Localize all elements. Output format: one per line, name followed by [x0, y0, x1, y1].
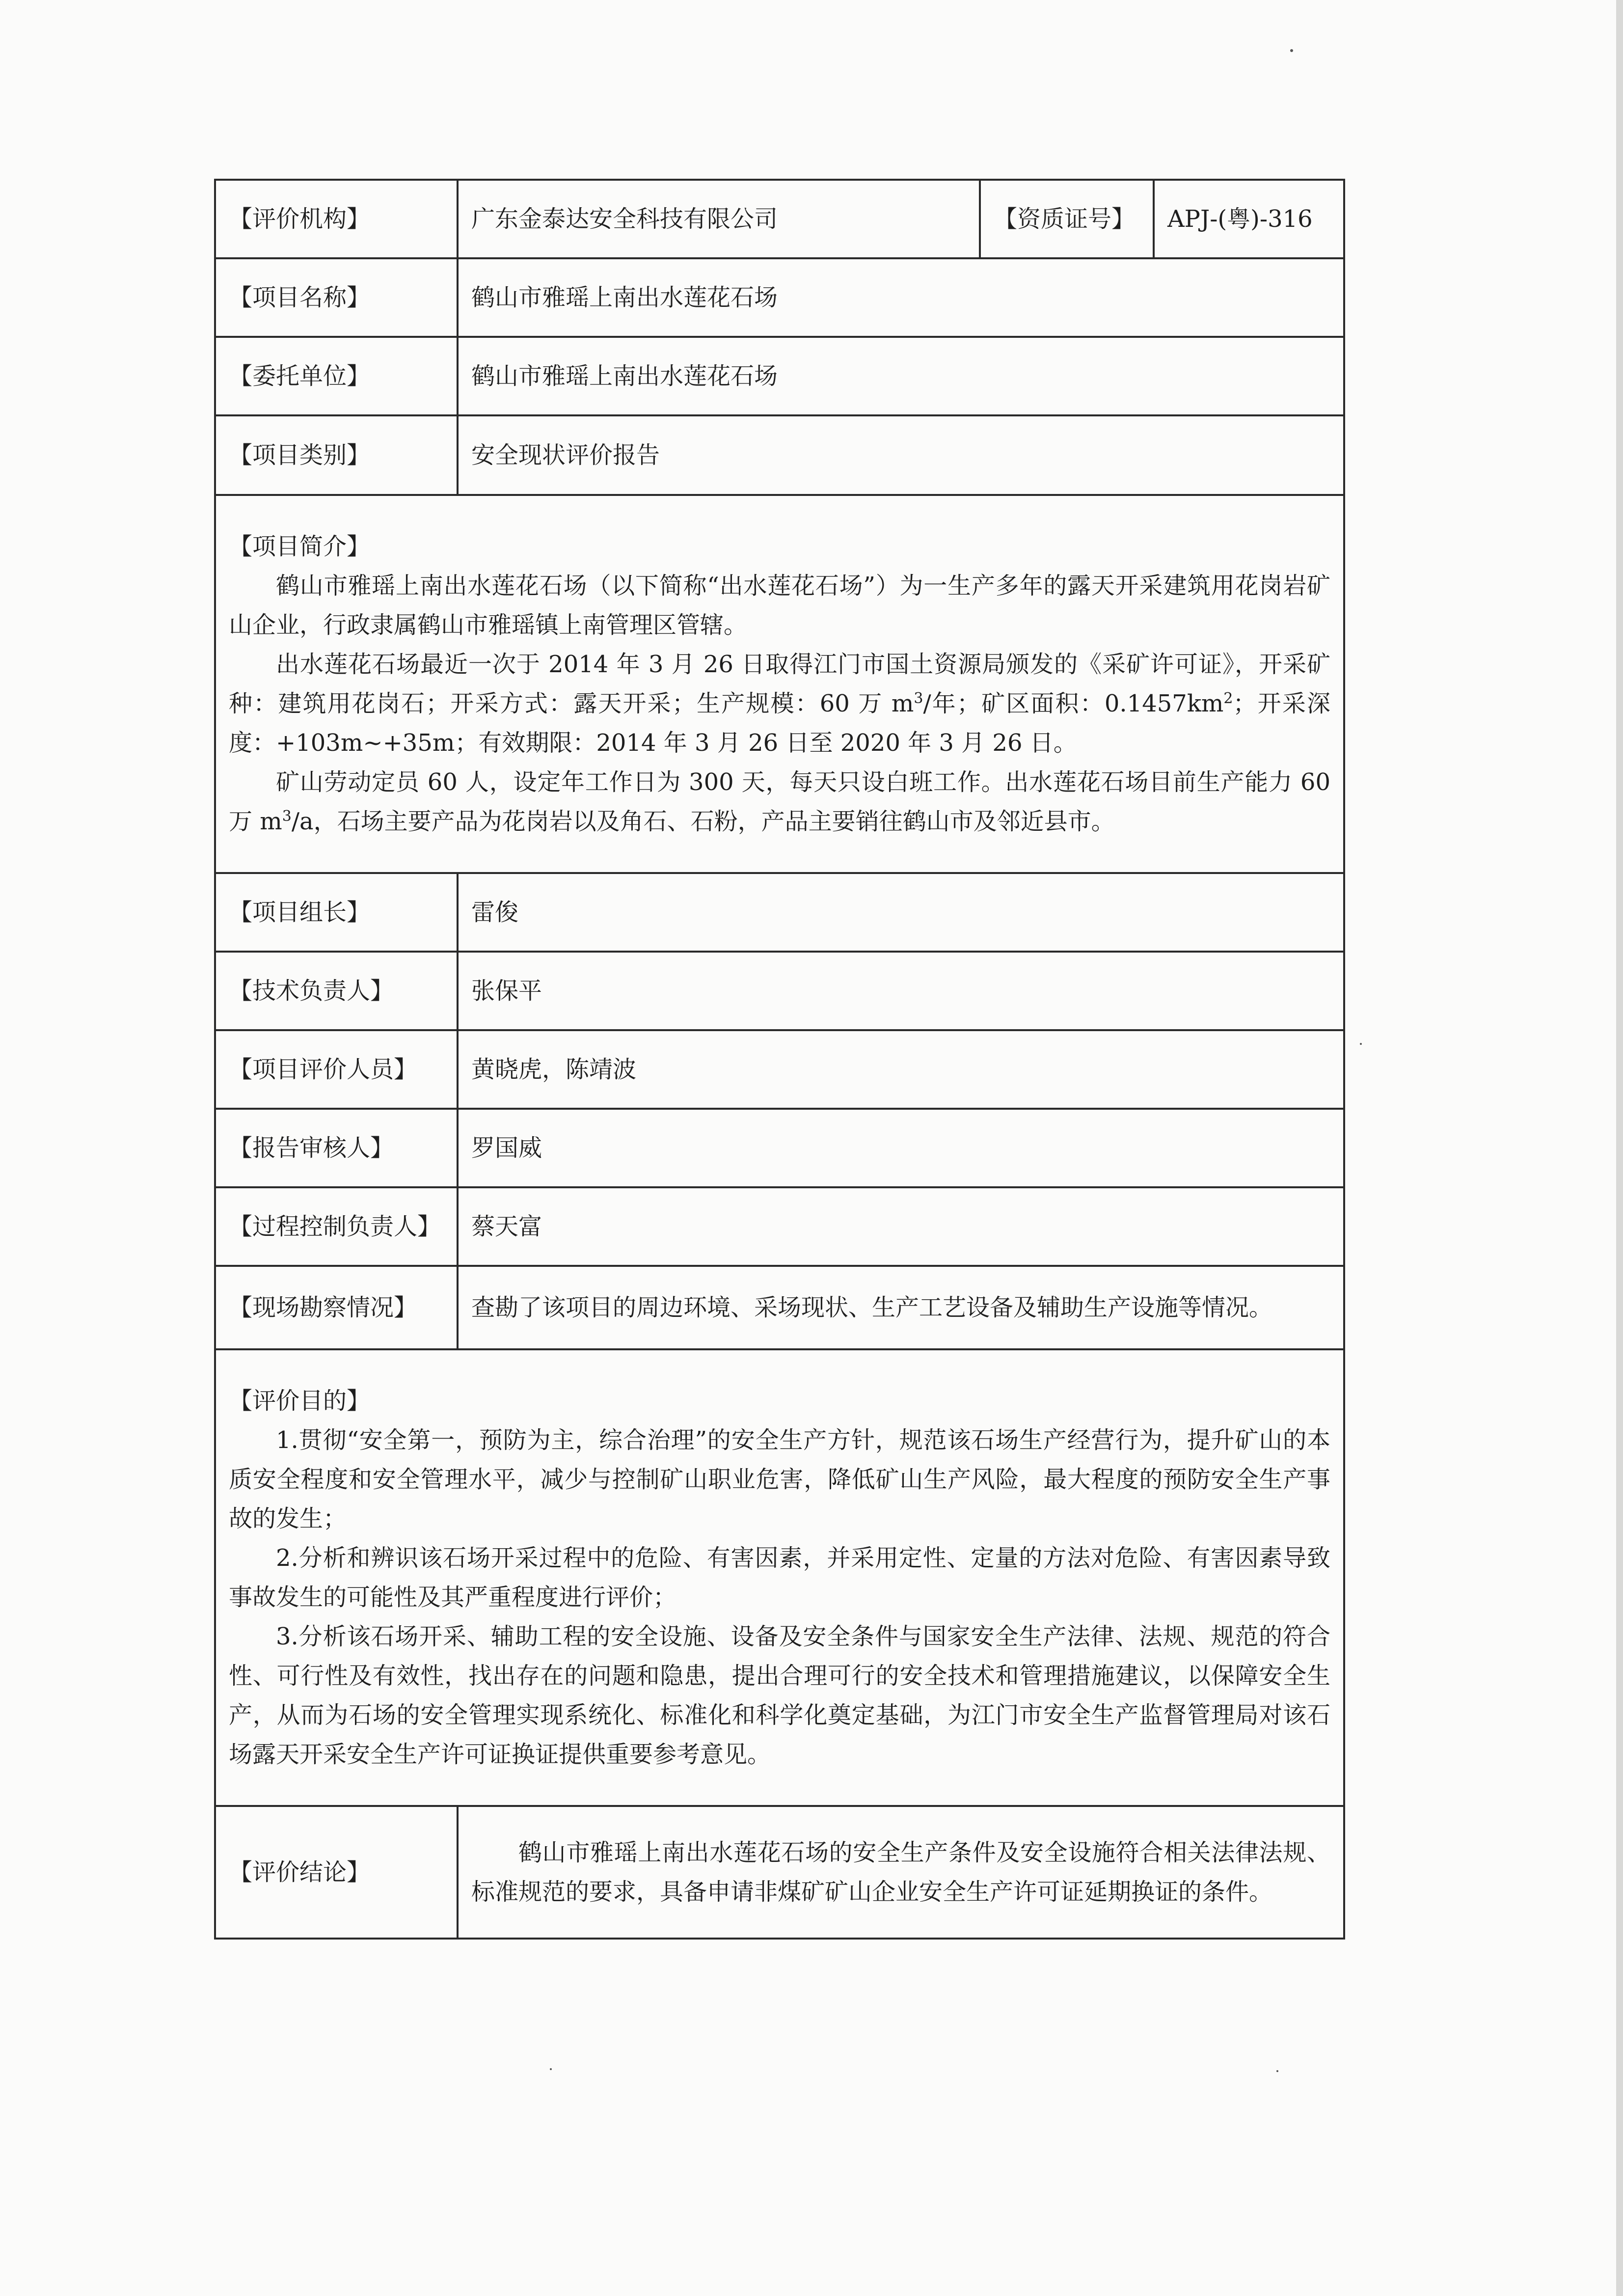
- intro-title: 【项目简介】: [229, 533, 371, 560]
- intro-paragraph-3: 矿山劳动定员 60 人，设定年工作日为 300 天，每天只设白班工作。出水莲花石场目前生产能力 60 万 $m^3/a$，石场主要产品为花岗岩以及角石、石粉，产品主要销往鹤山市及邻近县市。: [229, 768, 1330, 835]
- category-label: 【项目类别】: [215, 415, 458, 495]
- reviewer-label: 【报告审核人】: [215, 1109, 458, 1187]
- project-name-row: [215, 258, 1344, 337]
- purpose-cell: [215, 1349, 1344, 1806]
- scan-speck: [1276, 2070, 1278, 2072]
- conclusion-value: 鹤山市雅瑶上南出水莲花石场的安全生产条件及安全设施符合相关法律法规、标准规范的要求，具备申请非煤矿矿山企业安全生产许可证延期换证的条件。: [458, 1806, 1344, 1939]
- tech-lead-label: 【技术负责人】: [215, 952, 458, 1030]
- reviewer-value: 罗国威: [458, 1109, 1344, 1187]
- person-row: [215, 873, 1344, 952]
- client-label: 【委托单位】: [215, 337, 458, 415]
- purpose-item-2: 2.分析和辨识该石场开采过程中的危险、有害因素，并采用定性、定量的方法对危险、有害因素导致事故发生的可能性及其严重程度进行评价；: [229, 1544, 1330, 1611]
- site-survey-value: 查勘了该项目的周边环境、采场现状、生产工艺设备及辅助生产设施等情况。: [458, 1266, 1344, 1349]
- evaluators-label: 【项目评价人员】: [215, 1030, 458, 1109]
- process-control-label: 【过程控制负责人】: [215, 1187, 458, 1266]
- person-row: [215, 1109, 1344, 1187]
- category-row: [215, 415, 1344, 495]
- category-value: 安全现状评价报告: [458, 415, 1344, 495]
- evaluation-info-table: [214, 179, 1345, 1940]
- person-row: [215, 1187, 1344, 1266]
- evaluators-value: 黄晓虎，陈靖波: [458, 1030, 1344, 1109]
- client-row: [215, 337, 1344, 415]
- process-control-value: 蔡天富: [458, 1187, 1344, 1266]
- conclusion-label: 【评价结论】: [215, 1806, 458, 1939]
- intro-paragraph-2: 出水莲花石场最近一次于 2014 年 3 月 26 日取得江门市国土资源局颁发的《采矿许可证》，开采矿种：建筑用花岗石；开采方式：露天开采；生产规模：60 万 $m^3/$年；矿区面积：$0.1457km^2$；开采深度：+103m~+35m；有效期限：2014 年 3 月 26 日至 2020 年 3 月 26 日。: [229, 651, 1330, 757]
- purpose-item-1: 1.贯彻“安全第一，预防为主，综合治理”的安全生产方针，规范该石场生产经营行为，提升矿山的本质安全程度和安全管理水平，减少与控制矿山职业危害，降低矿山生产风险，最大程度的预防安全生产事故的发生；: [229, 1426, 1330, 1532]
- scan-speck: [1290, 49, 1293, 52]
- leader-value: 雷俊: [458, 873, 1344, 952]
- leader-label: 【项目组长】: [215, 873, 458, 952]
- tech-lead-value: 张保平: [458, 952, 1344, 1030]
- site-survey-label: 【现场勘察情况】: [215, 1266, 458, 1349]
- conclusion-row: [215, 1806, 1344, 1939]
- person-row: [215, 952, 1344, 1030]
- cert-label: 【资质证号】: [980, 180, 1154, 258]
- org-value: 广东金泰达安全科技有限公司: [458, 180, 980, 258]
- scan-edge-shadow: [1616, 0, 1623, 2296]
- scan-speck: [550, 2068, 552, 2070]
- scan-speck: [1360, 1043, 1362, 1045]
- person-row: [215, 1030, 1344, 1109]
- purpose-title: 【评价目的】: [229, 1387, 371, 1415]
- client-value: 鹤山市雅瑶上南出水莲花石场: [458, 337, 1344, 415]
- purpose-row: [215, 1349, 1344, 1806]
- intro-paragraph-1: 鹤山市雅瑶上南出水莲花石场（以下简称“出水莲花石场”）为一生产多年的露天开采建筑用花岗岩矿山企业，行政隶属鹤山市雅瑶镇上南管理区管辖。: [229, 572, 1330, 639]
- intro-cell: [215, 495, 1344, 873]
- purpose-item-3: 3.分析该石场开采、辅助工程的安全设施、设备及安全条件与国家安全生产法律、法规、规范的符合性、可行性及有效性，找出存在的问题和隐患，提出合理可行的安全技术和管理措施建议，以保障安全生产，从而为石场的安全管理实现系统化、标准化和科学化奠定基础，为江门市安全生产监督管理局对该石场露天开采安全生产许可证换证提供重要参考意见。: [229, 1623, 1330, 1768]
- org-label: 【评价机构】: [215, 180, 458, 258]
- project-name-value: 鹤山市雅瑶上南出水莲花石场: [458, 258, 1344, 337]
- cert-value: APJ-(粤)-316: [1154, 180, 1344, 258]
- org-row: [215, 180, 1344, 258]
- intro-row: [215, 495, 1344, 873]
- site-survey-row: [215, 1266, 1344, 1349]
- project-name-label: 【项目名称】: [215, 258, 458, 337]
